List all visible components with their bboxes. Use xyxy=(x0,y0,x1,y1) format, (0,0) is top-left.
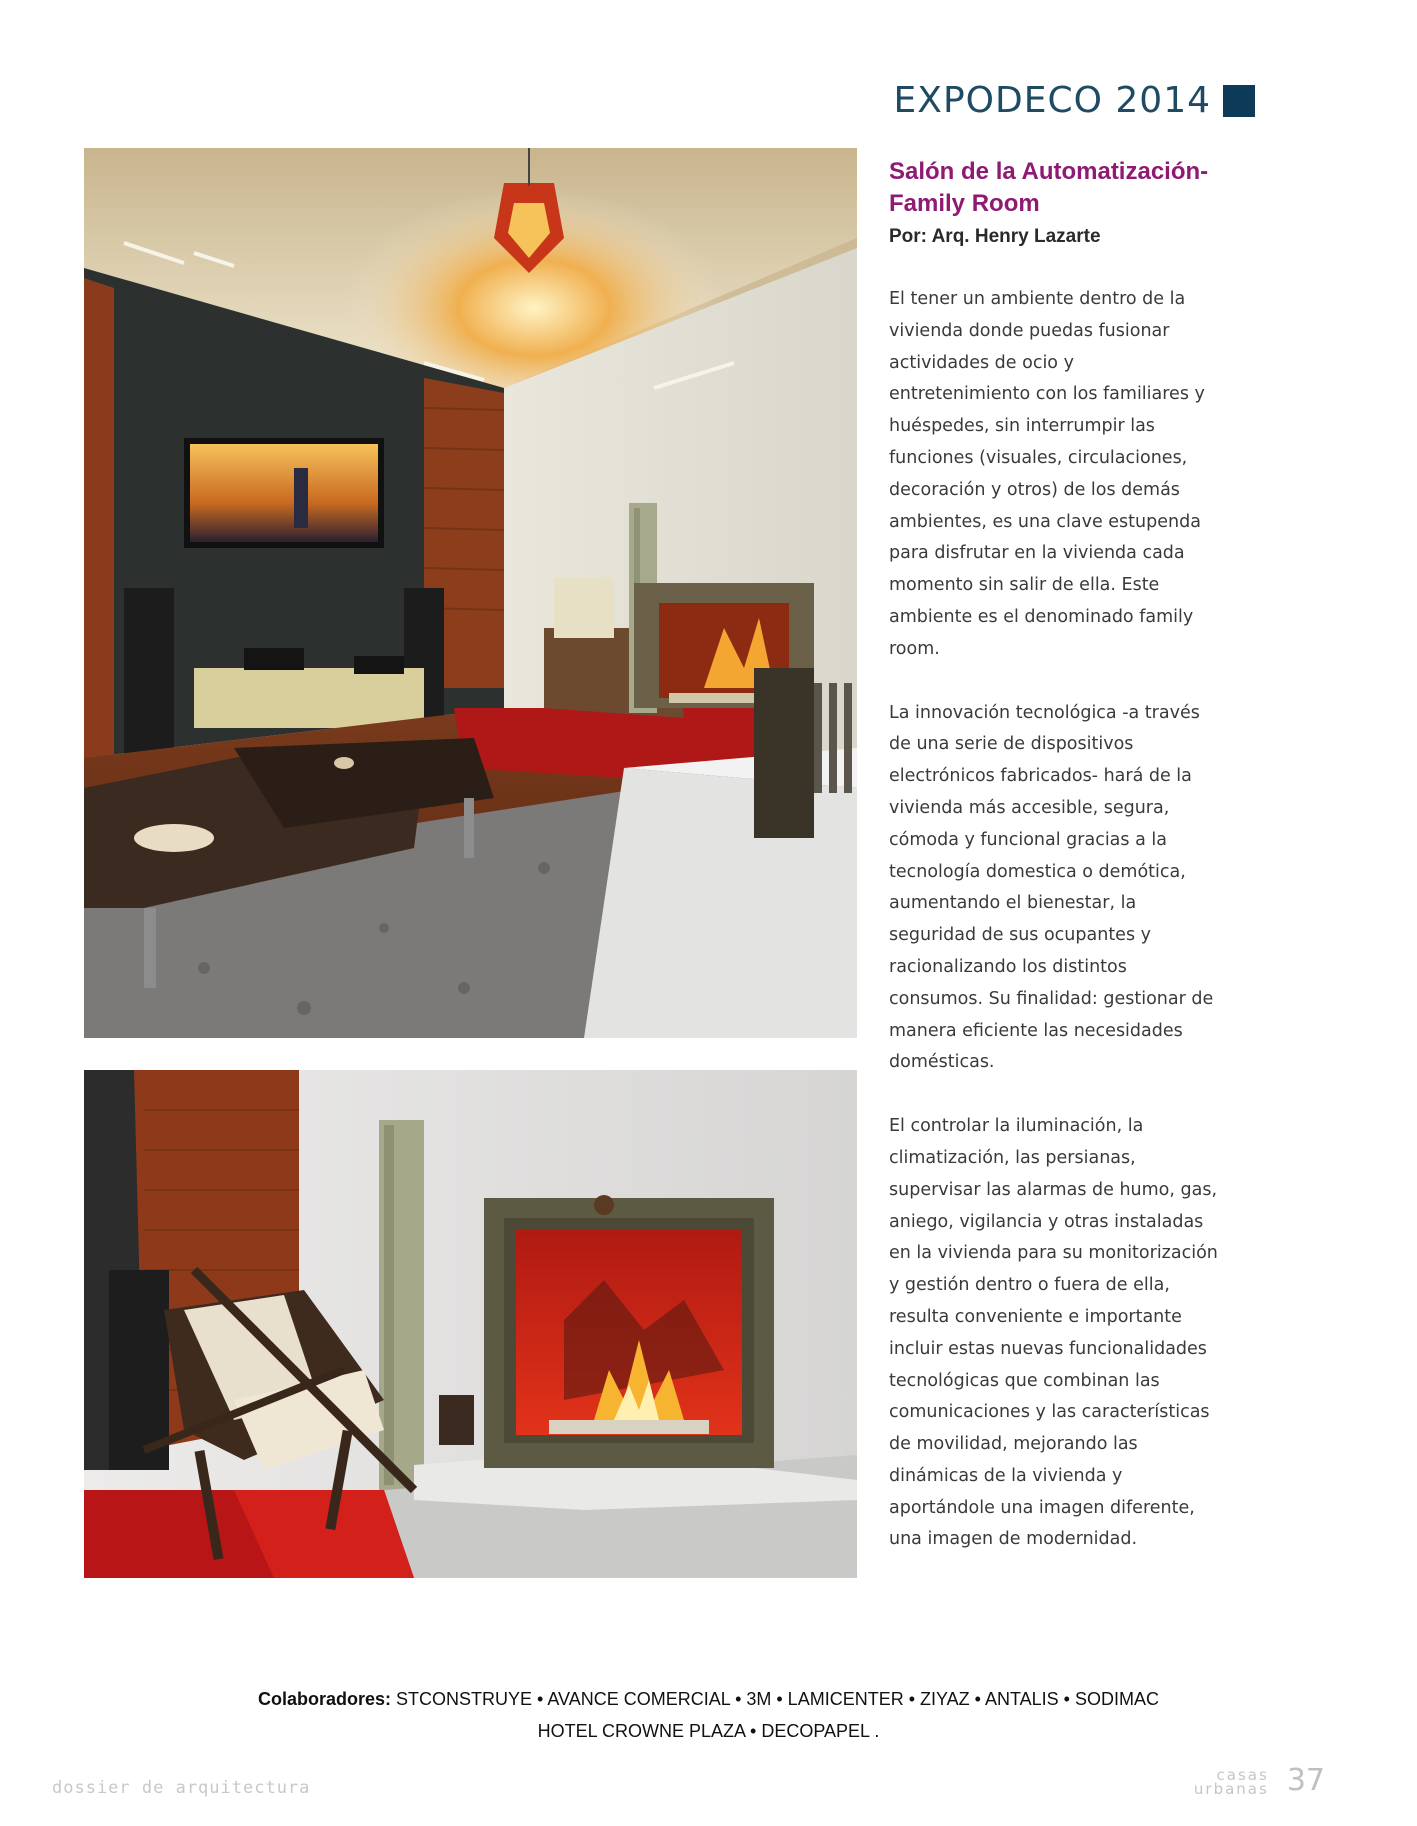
article-title: Salón de la Automatización- Family Room xyxy=(889,158,1209,217)
section-title: EXPODECO 2014 xyxy=(893,80,1211,121)
family-room-photo xyxy=(84,148,857,1038)
article-body xyxy=(889,284,1219,1556)
article-paragraph: El controlar la iluminación, la climatización, las persianas, supervisar las alarmas de humo, gas, aniego, vigilancia y otras instaladas en la vivienda para su monitorización y gestión dentro o fuera de ella, resulta conveniente e importante incluir estas nuevas funcionalidades tecnológicas que combinan las comunicaciones y las características de movilidad, mejorando las dinámicas de la vivienda y aportándole una imagen diferente, una imagen de modernidad. xyxy=(889,1116,1218,1550)
collaborators-line-2: HOTEL CROWNE PLAZA • DECOPAPEL . xyxy=(537,1721,880,1741)
fireplace-photo xyxy=(84,1070,857,1578)
collaborators xyxy=(0,1683,1417,1747)
section-marker xyxy=(1223,85,1255,117)
section-header xyxy=(894,80,1255,121)
article-paragraph: La innovación tecnológica -a través de una serie de dispositivos electrónicos fabricados- hará de la vivienda más accesible, segura, cómoda y funcional gracias a la tecnología domestica o demótica, aumentando el bienestar, la seguridad de sus ocupantes y racionalizando los distintos consumos. Su finalidad: gestionar de manera eficiente las necesidades domésticas. xyxy=(889,702,1214,1073)
collaborators-list: STCONSTRUYE • AVANCE COMERCIAL • 3M • LAMICENTER • ZIYAZ • ANTALIS • SODIMAC xyxy=(396,1689,1159,1709)
collaborators-line-1 xyxy=(0,1683,1417,1715)
brand-bottom: urbanas xyxy=(1193,1780,1269,1798)
article xyxy=(889,156,1219,1588)
footer-section-label: dossier de arquitectura xyxy=(52,1778,311,1798)
page-number: 37 xyxy=(1286,1763,1325,1798)
article-author: Por: Arq. Henry Lazarte xyxy=(889,226,1101,247)
brand-top: casas xyxy=(1216,1766,1269,1784)
footer-brand xyxy=(1193,1763,1325,1798)
collaborators-label: Colaboradores: xyxy=(258,1689,392,1709)
article-paragraph: El tener un ambiente dentro de la vivienda donde puedas fusionar actividades de ocio y entretenimiento con los familiares y huéspedes, sin interrumpir las funciones (visuales, circulaciones, decoración y otros) de los demás ambientes, es una clave estupenda para disfrutar en la vivienda cada momento sin salir de ella. Este ambiente es el denominado family room. xyxy=(889,289,1205,659)
brand-logo xyxy=(1194,1768,1269,1796)
